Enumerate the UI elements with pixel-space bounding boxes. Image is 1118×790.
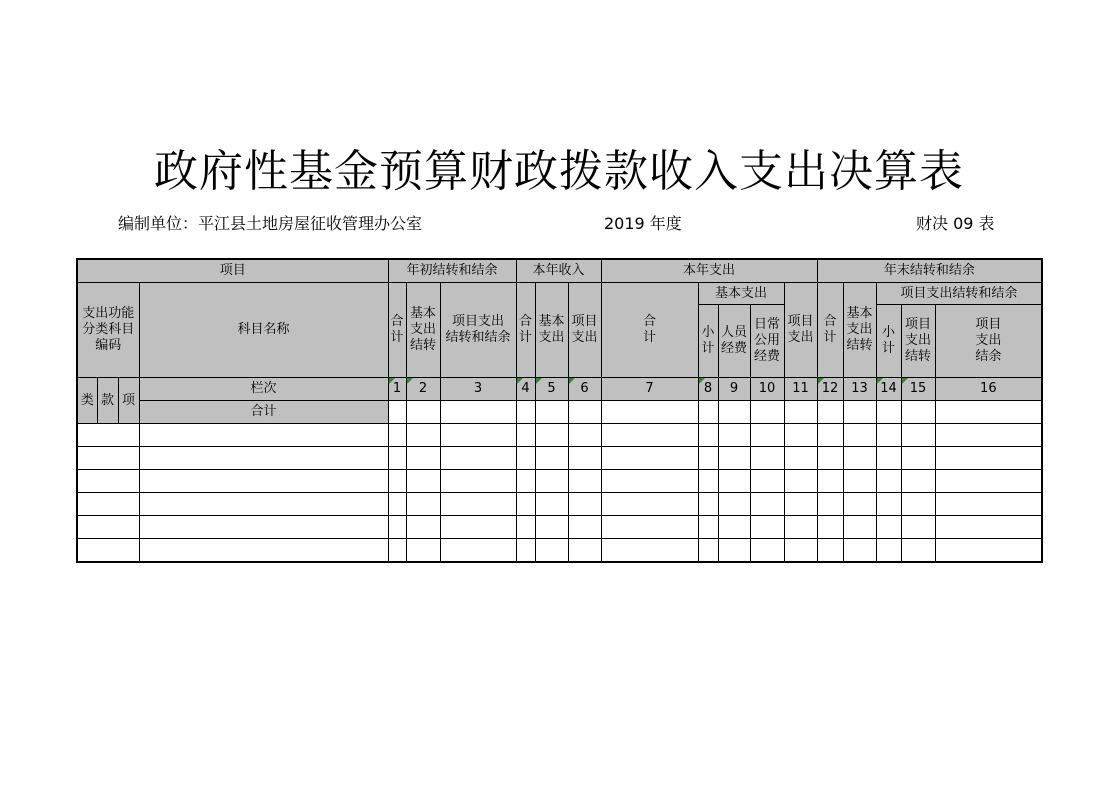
col-number: 8: [698, 378, 718, 401]
table-cell[interactable]: [750, 516, 784, 539]
row-total-label: 合计: [139, 401, 388, 424]
table-cell[interactable]: [935, 516, 1042, 539]
table-cell[interactable]: [935, 401, 1042, 424]
table-cell[interactable]: [139, 470, 388, 493]
table-cell[interactable]: [843, 401, 876, 424]
table-cell[interactable]: [406, 516, 440, 539]
form-code: 财决 09 表: [916, 214, 995, 233]
table-cell[interactable]: [440, 493, 516, 516]
table-row: [77, 447, 1042, 470]
table-cell[interactable]: [601, 493, 698, 516]
table-cell[interactable]: [784, 424, 817, 447]
table-cell[interactable]: [406, 470, 440, 493]
table-cell[interactable]: [406, 447, 440, 470]
header-end-basic: 基本 支出 结转: [843, 283, 876, 378]
table-cell[interactable]: [139, 539, 388, 563]
table-cell[interactable]: [843, 447, 876, 470]
table-cell[interactable]: [750, 447, 784, 470]
header-expense-total: 合 计: [601, 283, 698, 378]
table-row: [77, 516, 1042, 539]
table-cell[interactable]: [784, 539, 817, 563]
header-basic-subtotal: 小 计: [698, 305, 718, 378]
table-cell[interactable]: [750, 493, 784, 516]
table-cell[interactable]: [698, 493, 718, 516]
budget-table: [76, 258, 1043, 563]
header-start-basic: 基本 支出 结转: [406, 283, 440, 378]
table-cell[interactable]: [784, 493, 817, 516]
table-cell[interactable]: [77, 424, 139, 447]
fiscal-year: 2019 年度: [604, 214, 682, 233]
table-cell[interactable]: [876, 470, 901, 493]
table-cell[interactable]: [406, 493, 440, 516]
header-daily-public: 日常 公用 经费: [750, 305, 784, 378]
table-cell[interactable]: [843, 516, 876, 539]
table-cell[interactable]: [876, 539, 901, 563]
table-cell[interactable]: [406, 401, 440, 424]
header-income-basic: 基本 支出: [535, 283, 568, 378]
table-cell[interactable]: [601, 539, 698, 563]
col-number: 9: [718, 378, 750, 401]
table-row: [77, 539, 1042, 563]
table-cell[interactable]: [876, 424, 901, 447]
table-cell[interactable]: [901, 493, 935, 516]
table-cell[interactable]: [876, 516, 901, 539]
table-cell[interactable]: [843, 424, 876, 447]
header-lei: 类: [77, 378, 97, 424]
header-kuan: 款: [97, 378, 118, 424]
table-cell[interactable]: [388, 447, 406, 470]
col-number: 4: [516, 378, 535, 401]
table-cell[interactable]: [718, 401, 750, 424]
table-cell[interactable]: [77, 539, 139, 563]
header-end-project-carry: 项目 支出 结转: [901, 305, 935, 378]
header-income: 本年收入: [516, 259, 601, 283]
table-cell[interactable]: [516, 470, 535, 493]
table-cell[interactable]: [843, 539, 876, 563]
table-cell[interactable]: [516, 516, 535, 539]
header-income-total: 合 计: [516, 283, 535, 378]
table-cell[interactable]: [406, 539, 440, 563]
header-project-balance: 项目支出结转和结余: [876, 283, 1042, 305]
table-cell[interactable]: [535, 401, 568, 424]
table-cell[interactable]: [535, 447, 568, 470]
table-cell[interactable]: [388, 493, 406, 516]
table-cell[interactable]: [535, 493, 568, 516]
table-cell[interactable]: [516, 401, 535, 424]
table-cell[interactable]: [901, 516, 935, 539]
col-number: 7: [601, 378, 698, 401]
table-cell[interactable]: [935, 539, 1042, 563]
table-cell[interactable]: [817, 424, 843, 447]
header-start-project: 项目支出 结转和结余: [440, 283, 516, 378]
table-cell[interactable]: [718, 539, 750, 563]
header-subject-name: 科目名称: [139, 283, 388, 378]
header-personnel: 人员 经费: [718, 305, 750, 378]
table-cell[interactable]: [843, 493, 876, 516]
table-cell[interactable]: [698, 424, 718, 447]
page-title: 政府性基金预算财政拨款收入支出决算表: [154, 146, 964, 197]
table-cell[interactable]: [876, 401, 901, 424]
table-cell[interactable]: [388, 539, 406, 563]
table-cell[interactable]: [440, 424, 516, 447]
header-start-balance: 年初结转和结余: [388, 259, 516, 283]
table-cell[interactable]: [568, 516, 601, 539]
table-cell[interactable]: [388, 424, 406, 447]
table-cell[interactable]: [718, 516, 750, 539]
table-cell[interactable]: [77, 447, 139, 470]
table-cell[interactable]: [935, 470, 1042, 493]
header-income-project: 项目 支出: [568, 283, 601, 378]
table-cell[interactable]: [535, 470, 568, 493]
table-cell[interactable]: [784, 470, 817, 493]
table-cell[interactable]: [139, 493, 388, 516]
table-cell[interactable]: [901, 539, 935, 563]
table-cell[interactable]: [440, 539, 516, 563]
table-cell[interactable]: [698, 516, 718, 539]
table-cell[interactable]: [750, 470, 784, 493]
table-cell[interactable]: [817, 470, 843, 493]
table-cell[interactable]: [817, 516, 843, 539]
table-cell[interactable]: [568, 539, 601, 563]
col-number: 16: [935, 378, 1042, 401]
table-cell[interactable]: [784, 401, 817, 424]
table-cell[interactable]: [901, 424, 935, 447]
table-row: [77, 470, 1042, 493]
table-cell[interactable]: [516, 539, 535, 563]
table-cell[interactable]: [718, 424, 750, 447]
table-cell[interactable]: [784, 516, 817, 539]
col-number: 14: [876, 378, 901, 401]
table-cell[interactable]: [784, 447, 817, 470]
header-start-total: 合 计: [388, 283, 406, 378]
header-basic-expense: 基本支出: [698, 283, 784, 305]
table-cell[interactable]: [935, 493, 1042, 516]
table-cell[interactable]: [601, 424, 698, 447]
table-cell[interactable]: [139, 447, 388, 470]
col-number: 3: [440, 378, 516, 401]
table-cell[interactable]: [698, 539, 718, 563]
table-cell[interactable]: [535, 539, 568, 563]
col-number: 15: [901, 378, 935, 401]
col-number: 12: [817, 378, 843, 401]
col-number: 6: [568, 378, 601, 401]
table-row: [77, 493, 1042, 516]
header-end-total: 合 计: [817, 283, 843, 378]
table-cell[interactable]: [750, 539, 784, 563]
col-number: 1: [388, 378, 406, 401]
header-xiang: 项: [118, 378, 139, 424]
header-expense-project: 项目 支出: [784, 283, 817, 378]
table-cell[interactable]: [568, 401, 601, 424]
table-cell[interactable]: [750, 424, 784, 447]
table-cell[interactable]: [77, 516, 139, 539]
table-cell[interactable]: [817, 447, 843, 470]
col-number: 2: [406, 378, 440, 401]
table-row-total: [77, 401, 1042, 424]
header-end-subtotal: 小 计: [876, 305, 901, 378]
table-cell[interactable]: [901, 470, 935, 493]
table-cell[interactable]: [535, 516, 568, 539]
table-cell[interactable]: [568, 493, 601, 516]
table-cell[interactable]: [843, 470, 876, 493]
table-cell[interactable]: [601, 516, 698, 539]
header-expense: 本年支出: [601, 259, 817, 283]
table-cell[interactable]: [406, 424, 440, 447]
table-row: [77, 424, 1042, 447]
table-cell[interactable]: [388, 401, 406, 424]
table-cell[interactable]: [935, 424, 1042, 447]
table-cell[interactable]: [440, 401, 516, 424]
table-cell[interactable]: [388, 516, 406, 539]
table-cell[interactable]: [601, 470, 698, 493]
col-number: 5: [535, 378, 568, 401]
table-cell[interactable]: [568, 470, 601, 493]
compiling-unit: 编制单位：平江县土地房屋征收管理办公室: [118, 214, 423, 233]
table-cell[interactable]: [718, 470, 750, 493]
table-cell[interactable]: [901, 447, 935, 470]
table-cell[interactable]: [698, 447, 718, 470]
table-cell[interactable]: [77, 493, 139, 516]
table-cell[interactable]: [77, 470, 139, 493]
table-cell[interactable]: [601, 401, 698, 424]
table-cell[interactable]: [139, 424, 388, 447]
col-number: 11: [784, 378, 817, 401]
table-cell[interactable]: [601, 447, 698, 470]
table-cell[interactable]: [876, 447, 901, 470]
table-cell[interactable]: [817, 401, 843, 424]
col-number: 13: [843, 378, 876, 401]
table-cell[interactable]: [698, 401, 718, 424]
table-cell[interactable]: [516, 447, 535, 470]
header-end-balance: 年末结转和结余: [817, 259, 1042, 283]
table-cell[interactable]: [935, 447, 1042, 470]
table-cell[interactable]: [388, 470, 406, 493]
table-cell[interactable]: [516, 493, 535, 516]
table-cell[interactable]: [440, 516, 516, 539]
table-cell[interactable]: [440, 470, 516, 493]
table-cell[interactable]: [718, 493, 750, 516]
table-cell[interactable]: [698, 470, 718, 493]
table-cell[interactable]: [817, 493, 843, 516]
table-body: [77, 424, 1042, 563]
table-cell[interactable]: [516, 424, 535, 447]
table-cell[interactable]: [535, 424, 568, 447]
table-cell[interactable]: [750, 401, 784, 424]
table-cell[interactable]: [568, 424, 601, 447]
header-project: 项目: [77, 259, 388, 283]
table-cell[interactable]: [817, 539, 843, 563]
header-lanci: 栏次: [139, 378, 388, 401]
header-func-code: 支出功能 分类科目 编码: [77, 283, 139, 378]
table-cell[interactable]: [568, 447, 601, 470]
table-cell[interactable]: [876, 493, 901, 516]
table-cell[interactable]: [440, 447, 516, 470]
table-cell[interactable]: [901, 401, 935, 424]
header-end-project-surplus: 项目 支出 结余: [935, 305, 1042, 378]
table-cell[interactable]: [139, 516, 388, 539]
col-number: 10: [750, 378, 784, 401]
table-cell[interactable]: [718, 447, 750, 470]
